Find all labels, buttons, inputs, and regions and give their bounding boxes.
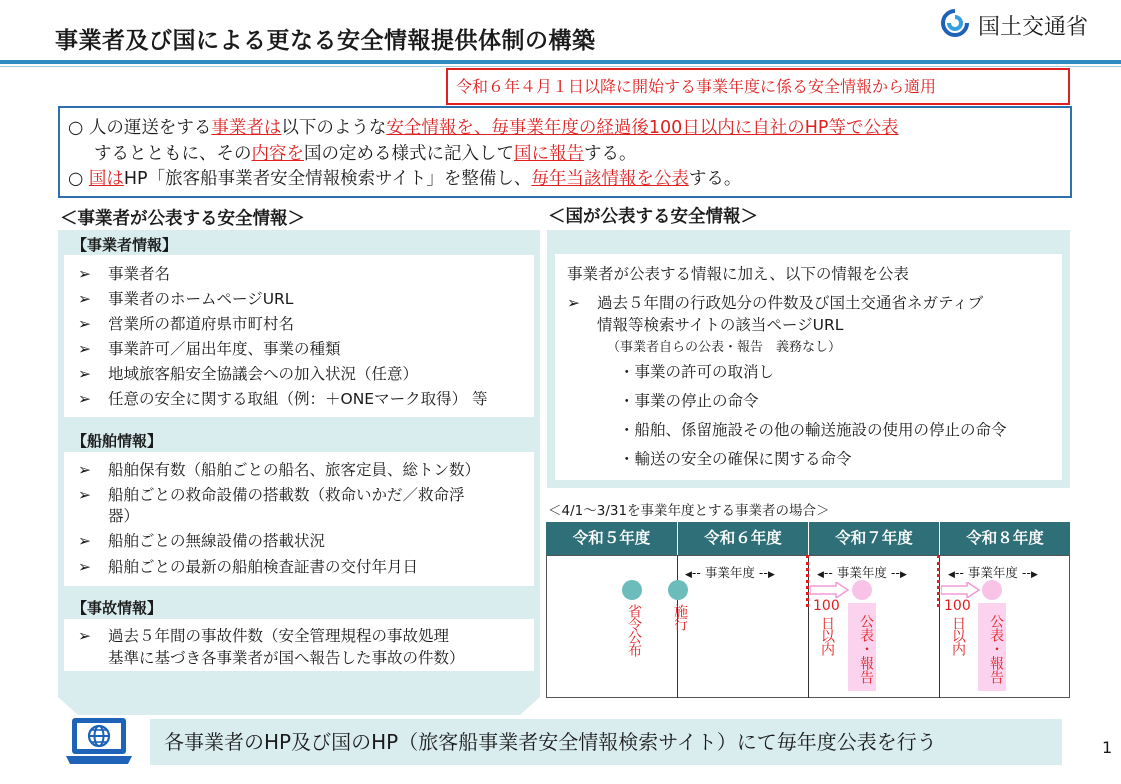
timeline-caption: ＜4/1～3/31を事業年度とする事業者の場合＞ bbox=[548, 503, 830, 519]
notice-text: 令和６年４月１日以降に開始する事業年度に係る安全情報 bbox=[456, 77, 873, 96]
group-vessel-list bbox=[64, 452, 534, 586]
laptop-globe-icon bbox=[64, 714, 134, 768]
bullet: ○ bbox=[68, 118, 84, 138]
mlit-logo-icon bbox=[938, 8, 972, 38]
item-text: 任意の安全に関する取組（例：＋ONEマーク取得） 等 bbox=[108, 390, 488, 408]
operator-info-heading: ＜事業者が公表する安全情報＞ bbox=[60, 209, 305, 229]
sub-item: ・船舶、係留施設その他の輸送施設の使用の停止の命令 bbox=[619, 421, 1007, 439]
fiscal-year-label: 事業年度 bbox=[967, 565, 1018, 580]
item-text: 過去５年間の事故件数（安全管理規程の事故処理 bbox=[108, 627, 450, 645]
sub-item: ・事業の停止の命令 bbox=[619, 392, 759, 410]
text: する。 bbox=[688, 169, 742, 189]
arrow-left-icon: ◀ bbox=[948, 570, 955, 580]
list-item bbox=[78, 362, 418, 384]
arrow-icon: ➢ bbox=[78, 340, 91, 358]
group-title-operator: 【事業者情報】 bbox=[72, 236, 178, 254]
list-item bbox=[78, 555, 418, 577]
list-item bbox=[78, 262, 170, 284]
highlight: 事業者は bbox=[211, 118, 282, 138]
list-item bbox=[78, 312, 294, 334]
highlight: 国に報告 bbox=[514, 144, 584, 164]
days-within-label: 日以内 bbox=[950, 616, 966, 655]
arrow-left-icon: ◀ bbox=[817, 570, 824, 580]
list-item-continued: 基準に基づき各事業者が国へ報告した事故の件数） bbox=[108, 649, 465, 667]
publish-report-label: 公表・報告 bbox=[848, 603, 876, 691]
sub-item: ・輸送の安全の確保に関する命令 bbox=[619, 450, 852, 468]
arrow-icon: ➢ bbox=[78, 627, 91, 645]
list-item bbox=[78, 337, 341, 359]
highlight: 内容を bbox=[251, 144, 304, 164]
arrow-right-icon: ▶ bbox=[899, 570, 907, 580]
government-info-box bbox=[555, 254, 1062, 480]
sub-item: ・事業の許可の取消し bbox=[619, 363, 775, 381]
text: 人の運送をする bbox=[88, 118, 212, 138]
item-text: 営業所の都道府県市町村名 bbox=[108, 315, 295, 333]
item-text: 船舶ごとの最新の船舶検査証書の交付年月日 bbox=[108, 558, 419, 576]
arrow-icon: ➢ bbox=[78, 315, 91, 333]
enforcement-marker bbox=[668, 580, 688, 600]
main-item bbox=[567, 291, 983, 313]
fiscal-year-label: 事業年度 bbox=[836, 565, 887, 580]
page-title: 事業者及び国による更なる安全情報提供体制の構築 bbox=[55, 28, 596, 54]
fiscal-year-span: ◀‐‐ 事業年度 ‐‐▶ bbox=[685, 565, 775, 580]
item-text: 船舶ごとの救命設備の搭載数（救命いかだ／救命浮 bbox=[108, 486, 465, 504]
title-underline-thin bbox=[0, 66, 1121, 67]
arrow-icon: ➢ bbox=[78, 365, 91, 383]
list-item bbox=[78, 458, 480, 480]
arrow-icon: ➢ bbox=[78, 290, 91, 308]
group-accident-list bbox=[64, 619, 534, 671]
year-header: 令和８年度 bbox=[940, 522, 1070, 555]
publish-marker bbox=[852, 580, 872, 600]
arrow-icon: ➢ bbox=[78, 390, 91, 408]
publish-marker bbox=[982, 580, 1002, 600]
government-info-heading: ＜国が公表する安全情報＞ bbox=[548, 207, 758, 227]
text: 以下のような bbox=[281, 118, 387, 138]
government-info-panel bbox=[547, 230, 1070, 488]
page-number: 1 bbox=[1102, 738, 1113, 757]
list-item bbox=[78, 529, 325, 551]
summary-line-1 bbox=[68, 114, 898, 139]
text: HP「旅客船事業者安全情報検索サイト」を整備し、 bbox=[123, 169, 532, 189]
text: する。 bbox=[584, 144, 637, 164]
year-header: 令和７年度 bbox=[809, 522, 939, 555]
arrow-right-icon: ▶ bbox=[767, 570, 775, 580]
arrow-icon: ➢ bbox=[78, 486, 91, 504]
arrow-left-icon: ◀ bbox=[685, 570, 692, 580]
effective-date-notice bbox=[446, 68, 1070, 105]
highlight: 毎年当該情報を公表 bbox=[531, 169, 689, 189]
group-title-accident: 【事故情報】 bbox=[72, 599, 163, 617]
group-title-vessel: 【船舶情報】 bbox=[72, 432, 163, 450]
intro-text: 事業者が公表する情報に加え、以下の情報を公表 bbox=[567, 265, 909, 283]
list-item bbox=[78, 287, 293, 309]
item-text: 過去５年間の行政処分の件数及び国土交通省ネガティブ bbox=[597, 294, 984, 312]
list-item bbox=[78, 624, 449, 646]
item-text: 事業者のホームページURL bbox=[108, 290, 294, 308]
promulgation-label: 省令公布 bbox=[626, 604, 642, 656]
year-header: 令和５年度 bbox=[546, 522, 677, 555]
arrow-icon: ➢ bbox=[567, 294, 580, 312]
text: 国の定める様式に記入して bbox=[304, 144, 514, 164]
text: するとともに、その bbox=[94, 144, 252, 164]
summary-line-2 bbox=[94, 140, 637, 165]
fiscal-year-span: ◀‐‐ 事業年度 ‐‐▶ bbox=[948, 565, 1038, 580]
summary-box bbox=[58, 106, 1072, 198]
arrow-icon: ➢ bbox=[78, 532, 91, 550]
hundred-days-arrow bbox=[810, 582, 850, 598]
fiscal-start-marker bbox=[806, 555, 809, 607]
arrow-icon: ➢ bbox=[78, 461, 91, 479]
arrow-right-icon: ▶ bbox=[1030, 570, 1038, 580]
item-text: 船舶保有数（船舶ごとの船名、旅客定員、総トン数） bbox=[108, 461, 481, 479]
list-item bbox=[78, 483, 465, 505]
enforcement-label: 施行 bbox=[672, 604, 688, 630]
publish-report-label: 公表・報告 bbox=[978, 603, 1006, 691]
promulgation-marker bbox=[622, 580, 642, 600]
fiscal-year-label: 事業年度 bbox=[704, 565, 755, 580]
highlight: 安全情報を、毎事業年度の経過後100日以内に自社のHP等で公表 bbox=[386, 118, 899, 138]
hundred-label: 100 bbox=[944, 598, 971, 614]
days-within-label: 日以内 bbox=[819, 616, 835, 655]
bullet: ○ bbox=[68, 169, 84, 189]
operator-info-panel bbox=[58, 230, 540, 698]
hundred-days-arrow bbox=[941, 582, 981, 598]
group-operator-list bbox=[64, 255, 534, 417]
hundred-label: 100 bbox=[813, 598, 840, 614]
fiscal-year-span: ◀‐‐ 事業年度 ‐‐▶ bbox=[817, 565, 907, 580]
list-item bbox=[78, 387, 488, 409]
item-text: 船舶ごとの無線設備の搭載状況 bbox=[108, 532, 326, 550]
arrow-icon: ➢ bbox=[78, 558, 91, 576]
note-text: （事業者自らの公表・報告 義務なし） bbox=[607, 340, 842, 355]
item-text: 地域旅客船安全協議会への加入状況（任意） bbox=[108, 365, 419, 383]
logo bbox=[938, 8, 1118, 38]
title-underline bbox=[0, 60, 1121, 64]
summary-line-3 bbox=[68, 165, 741, 190]
item-text: 事業許可／届出年度、事業の種類 bbox=[108, 340, 341, 358]
fiscal-start-marker bbox=[937, 555, 940, 607]
notice-text-apply: から適用 bbox=[872, 77, 937, 96]
item-text: 事業者名 bbox=[108, 265, 171, 283]
year-header: 令和６年度 bbox=[678, 522, 808, 555]
arrow-icon: ➢ bbox=[78, 265, 91, 283]
logo-text: 国土交通省 bbox=[978, 15, 1089, 40]
list-item-continued: 器） bbox=[108, 507, 140, 525]
main-item-continued: 情報等検索サイトの該当ページURL bbox=[597, 316, 844, 334]
highlight: 国は bbox=[88, 169, 124, 189]
footer-message: 各事業者のHP及び国のHP（旅客船事業者安全情報検索サイト）にて毎年度公表を行う bbox=[150, 719, 1062, 765]
